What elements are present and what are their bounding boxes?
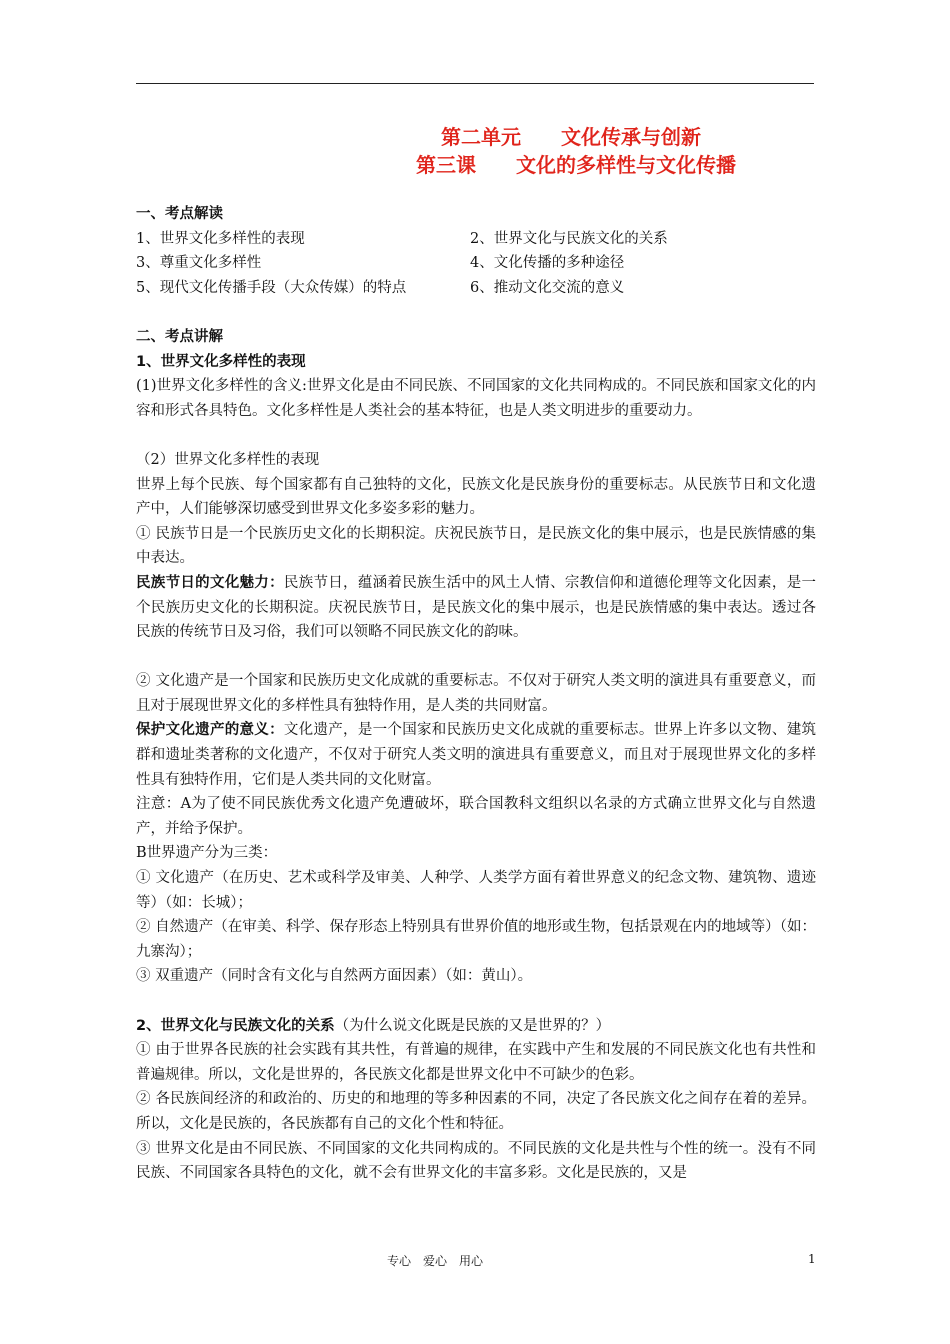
paragraph-label: （2）世界文化多样性的表现 <box>136 451 320 468</box>
paragraph: ② 自然遗产（在审美、科学、保存形态上特别具有世界价值的地形或生物，包括景观在内的地域等）（如：九寨沟）； <box>136 919 816 960</box>
subsection-heading-row <box>136 1014 816 1039</box>
subsection-heading: 1、世界文化多样性的表现 <box>136 353 306 370</box>
page-number: 1 <box>808 1252 816 1266</box>
document-body <box>136 202 816 1186</box>
list-item: 2、世界文化与民族文化的关系 <box>470 230 668 247</box>
header-rule <box>136 83 814 84</box>
paragraph-text: 文化遗产，是一个国家和民族历史文化成就的重要标志。世界上许多以文物、建筑群和遗址类著称的文化遗产，不仅对于研究人类文明的演进具有重要意义，而且对于展现世界文化的多样性具有独特作用，它们是人类共同的文化财富。 <box>136 722 816 788</box>
bold-label: 保护文化遗产的意义： <box>136 722 284 739</box>
paragraph <box>136 571 816 645</box>
paragraph: 注意：A为了使不同民族优秀文化遗产免遭破坏，联合国教科文组织以名录的方式确立世界文化与自然遗产，并给予保护。 <box>136 796 816 837</box>
paragraph: ① 文化遗产（在历史、艺术或科学及审美、人种学、人类学方面有着世界意义的纪念文物、建筑物、遗迹等）（如：长城）； <box>136 870 816 911</box>
paragraph-text: 民族节日，蕴涵着民族生活中的风土人情、宗教信仰和道德伦理等文化因素，是一个民族历史文化的长期积淀。庆祝民族节日，是民族文化的集中展示，也是民族情感的集中表达。透过各民族的传统节日及习俗，我们可以领略不同民族文化的韵味。 <box>136 574 816 641</box>
list-item: 4、文化传播的多种途径 <box>470 255 625 272</box>
section-heading-explanation: 二、考点讲解 <box>136 328 223 345</box>
bold-label: 民族节日的文化魅力： <box>136 574 284 591</box>
paragraph: B世界遗产分为三类： <box>136 845 278 862</box>
heading-note: （为什么说文化既是民族的又是世界的？） <box>334 1017 611 1034</box>
section-heading-key-points: 一、考点解读 <box>136 206 223 222</box>
key-points-list <box>136 227 816 301</box>
subsection-heading: 2、世界文化与民族文化的关系 <box>136 1017 335 1034</box>
paragraph: ① 由于世界各民族的社会实践有其共性，有普遍的规律，在实践中产生和发展的不同民族文化也有共性和普遍规律。所以，文化是世界的，各民族文化都是世界文化中不可缺少的色彩。 <box>136 1042 816 1083</box>
paragraph: ② 文化遗产是一个国家和民族历史文化成就的重要标志。不仅对于研究人类文明的演进具有重要意义，而且对于展现世界文化的多样性具有独特作用，是人类的共同财富。 <box>136 673 816 714</box>
paragraph: ① 民族节日是一个民族历史文化的长期积淀。庆祝民族节日，是民族文化的集中展示，也是民族情感的集中表达。 <box>136 525 816 567</box>
list-item: 1、世界文化多样性的表现 <box>136 230 305 247</box>
list-item: 3、尊重文化多样性 <box>136 255 262 272</box>
footer-motto: 专心 爱心 用心 <box>387 1254 484 1268</box>
paragraph <box>136 718 816 792</box>
unit-title: 第二单元 文化传承与创新 <box>441 125 701 149</box>
paragraph: ③ 世界文化是由不同民族、不同国家的文化共同构成的。不同民族的文化是共性与个性的统一。没有不同民族、不同国家各具特色的文化，就不会有世界文化的丰富多彩。文化是民族的，又是 <box>136 1140 816 1182</box>
paragraph: ③ 双重遗产（同时含有文化与自然两方面因素）（如：黄山）。 <box>136 968 533 985</box>
paragraph: 世界上每个民族、每个国家都有自己独特的文化，民族文化是民族身份的重要标志。从民族节日和文化遗产中，人们能够深切感受到世界文化多姿多彩的魅力。 <box>136 476 816 518</box>
lesson-title: 第三课 文化的多样性与文化传播 <box>416 153 736 177</box>
paragraph: ② 各民族间经济的和政治的、历史的和地理的等多种因素的不同，决定了各民族文化之间存在着的差异。所以，文化是民族的，各民族都有自己的文化个性和特征。 <box>136 1091 816 1132</box>
list-item: 5、现代文化传播手段（大众传媒）的特点 <box>136 279 407 296</box>
list-item: 6、推动文化交流的意义 <box>470 279 625 296</box>
paragraph: (1)世界文化多样性的含义:世界文化是由不同民族、不同国家的文化共同构成的。不同民族和国家文化的内容和形式各具特色。文化多样性是人类社会的基本特征，也是人类文明进步的重要动力。 <box>136 378 816 419</box>
